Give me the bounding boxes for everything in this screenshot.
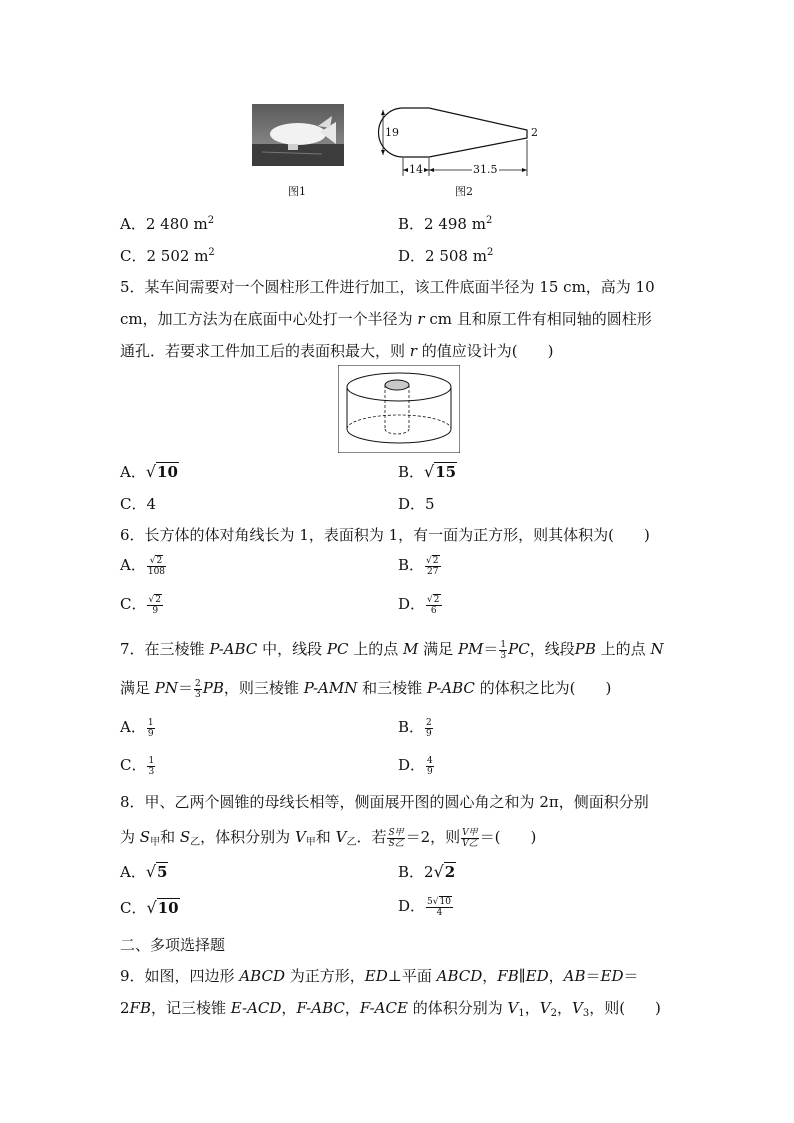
option-value: 4 — [146, 495, 157, 513]
q8-option-d[interactable] — [398, 895, 454, 918]
math: PC — [508, 640, 530, 658]
q8-option-a[interactable] — [120, 861, 168, 882]
fraction: $\frac{√2}{108}$ — [147, 555, 166, 577]
text: ， — [524, 999, 540, 1017]
unit-superscript: 2 — [486, 247, 494, 258]
fraction — [147, 756, 155, 777]
math: PN — [154, 679, 179, 697]
fig2-left-length-label: 14 — [409, 163, 423, 176]
numerator: 2 — [426, 717, 432, 728]
text: 为 — [120, 828, 136, 846]
q4-option-b[interactable] — [398, 213, 492, 234]
q4-option-c[interactable] — [120, 245, 215, 266]
denominator: 27 — [427, 566, 439, 577]
sqrt: √15 — [424, 462, 457, 481]
fraction — [499, 640, 507, 661]
sqrt: √5 — [145, 862, 168, 881]
text: 7．在三棱锥 — [120, 640, 205, 658]
option-value: 2 508 m — [425, 247, 487, 265]
text: ＝( ) — [479, 828, 537, 846]
fraction — [387, 828, 404, 849]
fig2-tip-label: 2 — [531, 126, 538, 139]
airship-photo — [252, 104, 344, 166]
option-letter: D． — [398, 247, 426, 265]
radicand: 2 — [432, 555, 439, 566]
math: ED — [364, 967, 388, 985]
fraction: $\frac{√2}{27}$ — [426, 555, 439, 577]
text: cm，加工方法为在底面中心处打一个半径为 — [120, 310, 413, 328]
math: F-ACE — [359, 999, 408, 1017]
q5-option-c[interactable] — [120, 493, 156, 514]
q6-option-a[interactable] — [120, 554, 167, 577]
radicand: 2 — [433, 594, 440, 605]
math: P-ABC — [426, 679, 475, 697]
numerator: S甲 — [388, 827, 404, 838]
radicand: 2 — [156, 555, 163, 566]
q4-option-a[interactable] — [120, 213, 214, 234]
q5-line-3 — [120, 340, 553, 361]
subscript: 1 — [518, 1008, 525, 1019]
numerator: 2 — [195, 678, 201, 689]
text: 和三棱锥 — [362, 679, 423, 697]
q8-line-2 — [120, 826, 536, 849]
math: M — [403, 640, 419, 658]
math: S — [179, 828, 191, 846]
text: 上的点 — [600, 640, 646, 658]
text: ，线段 — [529, 640, 575, 658]
math: V — [539, 999, 551, 1017]
option-letter: D． — [398, 595, 426, 613]
unit-superscript: 2 — [208, 247, 215, 258]
option-letter: D． — [398, 756, 426, 774]
airship-diagram — [355, 100, 545, 180]
text: ＝ — [585, 967, 601, 985]
option-letter: A． — [120, 463, 146, 481]
q5-line-1: 5．某车间需要对一个圆柱形工件进行加工，该工件底面半径为 15 cm，高为 10 — [120, 278, 655, 296]
fig2-height-label: 19 — [385, 126, 399, 139]
variable-r: r — [417, 310, 425, 328]
q6-option-d[interactable] — [398, 593, 443, 616]
q5-option-a[interactable] — [120, 461, 179, 482]
text: 通孔．若要求工件加工后的表面积最大，则 — [120, 342, 406, 360]
subscript: 乙 — [346, 837, 357, 848]
radicand: 10 — [439, 896, 451, 907]
q5-option-b[interactable] — [398, 461, 457, 482]
sqrt: √10 — [145, 462, 178, 481]
fraction: $\frac{√2}{9}$ — [148, 594, 161, 616]
subscript: 3 — [582, 1008, 590, 1019]
math: F-ABC — [296, 999, 345, 1017]
radicand: 5 — [157, 863, 168, 881]
option-value: 2 498 m — [424, 215, 486, 233]
subscript: 乙 — [190, 837, 201, 848]
option-letter: C． — [120, 899, 147, 917]
q9-line-1 — [120, 965, 639, 986]
fraction — [461, 828, 479, 849]
q6-option-c[interactable] — [120, 593, 164, 616]
denominator: 4 — [436, 907, 443, 918]
math: PC — [326, 640, 349, 658]
math: V — [507, 999, 519, 1017]
math: E-ACD — [230, 999, 282, 1017]
math: ED — [600, 967, 624, 985]
text: ＝ — [623, 967, 639, 985]
numerator: 4 — [427, 755, 433, 766]
denominator: 3 — [500, 650, 507, 661]
text: 上的点 — [353, 640, 399, 658]
radicand: 10 — [157, 463, 178, 481]
denominator: 9 — [147, 728, 154, 739]
subscript: 甲 — [150, 837, 161, 848]
option-value: 5 — [425, 495, 435, 513]
numerator: V甲 — [462, 827, 478, 838]
option-letter: C． — [120, 756, 147, 774]
text: ＝2，则 — [405, 828, 461, 846]
radicand: 10 — [157, 899, 179, 917]
q7-line-2 — [120, 677, 611, 700]
unit-superscript: 2 — [207, 215, 215, 226]
text: ，则三棱锥 — [223, 679, 299, 697]
text: ， — [548, 967, 564, 985]
text: 2 — [120, 999, 130, 1017]
unit-superscript: 2 — [485, 215, 493, 226]
option-letter: B． — [398, 718, 425, 736]
option-letter: B． — [398, 556, 425, 574]
text: ∥ — [518, 967, 526, 985]
q6-line-1: 6．长方体的体对角线长为 1，表面积为 1，有一面为正方形，则其体积为( ) — [120, 526, 650, 544]
q7-option-a[interactable] — [120, 716, 156, 739]
denominator: 9 — [152, 605, 159, 616]
text: 中，线段 — [262, 640, 323, 658]
section-title: 二、多项选择题 — [120, 936, 226, 954]
text: ， — [281, 999, 297, 1017]
denominator: 108 — [147, 566, 166, 577]
numerator: 1 — [500, 639, 507, 650]
q7-option-b[interactable] — [398, 716, 434, 739]
option-value: 2 502 m — [146, 247, 209, 265]
q9-line-2 — [120, 997, 661, 1019]
fig2-right-length-label: 31.5 — [473, 163, 498, 176]
q7-option-c[interactable] — [120, 754, 156, 777]
equals: ＝ — [483, 640, 499, 658]
fraction: $\frac{√2}{6}$ — [427, 594, 440, 616]
q6-option-b[interactable] — [398, 554, 442, 577]
cylinder-with-hole-figure — [338, 365, 460, 453]
option-letter: A． — [120, 863, 146, 881]
radicand: 2 — [444, 863, 456, 881]
option-letter: A． — [120, 556, 146, 574]
q7-line-1 — [120, 638, 664, 661]
coefficient: 5 — [427, 896, 433, 907]
math: PB — [574, 640, 596, 658]
option-letter: A． — [120, 718, 146, 736]
math: N — [650, 640, 664, 658]
option-value: 2 480 m — [145, 215, 208, 233]
text: 的体积之比为( ) — [479, 679, 612, 697]
text: 和 — [315, 828, 331, 846]
text: ，体积分别为 — [200, 828, 291, 846]
text: ， — [482, 967, 498, 985]
text: 和 — [160, 828, 176, 846]
option-letter: D． — [398, 897, 426, 915]
math: FB — [129, 999, 151, 1017]
coefficient: 2 — [424, 863, 434, 881]
text: 的值应设计为( ) — [421, 342, 554, 360]
option-letter: D． — [398, 495, 426, 513]
equals: ＝ — [178, 679, 194, 697]
math: P-AMN — [303, 679, 358, 697]
math: ABCD — [239, 967, 285, 985]
math: P-ABC — [209, 640, 258, 658]
denominator: 3 — [195, 689, 201, 700]
option-letter: C． — [120, 595, 147, 613]
text: 满足 — [423, 640, 454, 658]
text: ， — [344, 999, 360, 1017]
math: V — [571, 999, 583, 1017]
math: FB — [497, 967, 519, 985]
numerator: 1 — [148, 755, 155, 766]
numerator: 1 — [147, 717, 154, 728]
q8-option-c[interactable] — [120, 897, 180, 918]
text: 满足 — [120, 679, 151, 697]
denominator: S乙 — [388, 838, 404, 849]
radicand: 15 — [435, 463, 457, 481]
math: ED — [525, 967, 549, 985]
math: AB — [563, 967, 586, 985]
denominator: 3 — [148, 766, 155, 777]
fraction — [426, 756, 434, 777]
subscript: 2 — [550, 1008, 557, 1019]
fraction — [194, 679, 202, 700]
text: 为正方形， — [289, 967, 365, 985]
subscript: 甲 — [305, 837, 316, 848]
option-letter: A． — [120, 215, 146, 233]
denominator: 6 — [430, 605, 437, 616]
text: ，则( ) — [589, 999, 661, 1017]
text: ，记三棱锥 — [150, 999, 226, 1017]
fig2-caption: 图2 — [455, 185, 473, 198]
fraction — [425, 718, 433, 739]
radicand: 2 — [155, 594, 161, 605]
math: ABCD — [436, 967, 483, 985]
fraction — [147, 718, 155, 739]
denominator: 9 — [427, 766, 433, 777]
option-letter: C． — [120, 247, 147, 265]
q7-option-d[interactable] — [398, 754, 435, 777]
math: PM — [457, 640, 484, 658]
q4-option-d[interactable] — [398, 245, 493, 266]
denominator: 9 — [426, 728, 432, 739]
math: S — [139, 828, 151, 846]
q8-option-b[interactable] — [398, 861, 456, 882]
sqrt: √10 — [146, 898, 179, 917]
sqrt: √2 — [433, 862, 456, 881]
option-letter: B． — [398, 215, 425, 233]
option-letter: B． — [398, 463, 425, 481]
denominator: V乙 — [462, 838, 478, 849]
text: 的体积分别为 — [412, 999, 503, 1017]
text: ， — [556, 999, 572, 1017]
text: ⊥平面 — [387, 967, 432, 985]
math: PB — [202, 679, 224, 697]
q5-option-d[interactable] — [398, 493, 435, 514]
math: V — [335, 828, 347, 846]
option-letter: C． — [120, 495, 147, 513]
option-letter: B． — [398, 863, 425, 881]
text: ．若 — [356, 828, 387, 846]
variable-r: r — [409, 342, 417, 360]
fraction: $\frac{5√10}{4}$ — [427, 896, 451, 918]
math: V — [294, 828, 306, 846]
q5-line-2 — [120, 308, 652, 329]
text: cm 且和原工件有相同轴的圆柱形 — [429, 310, 652, 328]
fig1-caption: 图1 — [288, 185, 306, 198]
text: 9．如图，四边形 — [120, 967, 235, 985]
q8-line-1: 8．甲、乙两个圆锥的母线长相等，侧面展开图的圆心角之和为 2π，侧面积分别 — [120, 793, 649, 811]
